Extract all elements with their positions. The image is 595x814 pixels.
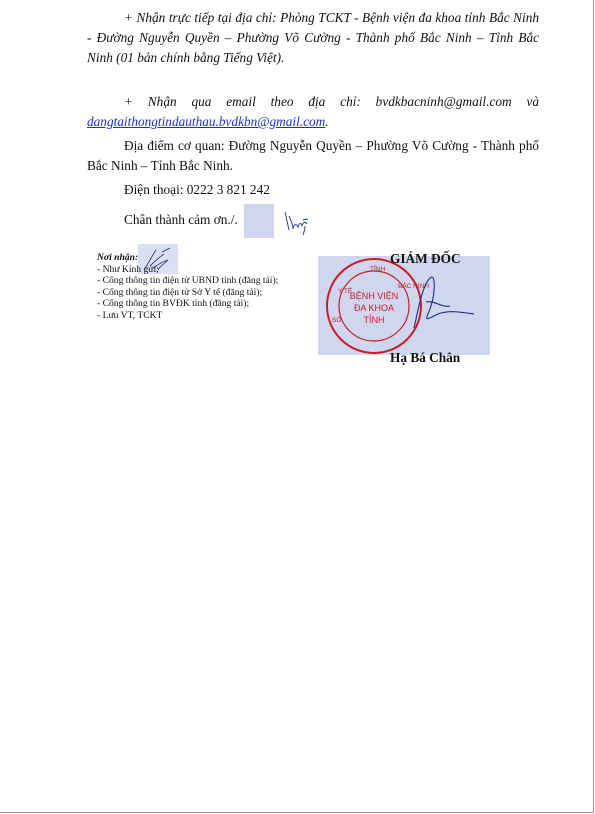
recipient-item: - Cổng thông tin điện tử UBND tỉnh (đăng tải); xyxy=(97,275,279,286)
initial-signature-icon xyxy=(244,204,274,238)
stamp-ring-left: Y TẾ xyxy=(338,288,353,295)
director-name: Hạ Bá Chân xyxy=(390,350,461,365)
stamp-center-line2: ĐA KHOA xyxy=(353,303,395,313)
receipt-email-text: + Nhận qua email theo địa chỉ: bvdkbacninh@gmail.com và xyxy=(124,94,539,109)
stamp-ring-top: TỈNH xyxy=(370,266,386,273)
recipient-item: - Cổng thông tin điện tử Sở Y tế (đăng tải); xyxy=(97,286,263,298)
stamp-ring-right: BẮC NINH xyxy=(398,283,430,290)
thanks-line: Chân thành cảm ơn./. xyxy=(87,204,539,238)
recipient-item: - Cổng thông tin BVĐK tỉnh (đăng tải); xyxy=(97,298,250,309)
phone-line: Điện thoại: 0222 3 821 242 xyxy=(124,182,270,197)
recipient-item: - Như Kính gửi; xyxy=(97,263,159,275)
email-link[interactable]: dangtaithongtindauthau.bvdkbn@gmail.com xyxy=(87,114,326,129)
office-address: Địa điểm cơ quan: Đường Nguyễn Quyền – Phường Võ Cường - Thành phố Bắc Ninh – Tỉnh Bắc Ninh. xyxy=(87,138,539,173)
official-stamp xyxy=(318,256,490,355)
stamp-center-line1: BỆNH VIỆN xyxy=(349,291,399,301)
recipients-block xyxy=(97,252,278,321)
recipient-item: - Lưu VT, TCKT xyxy=(97,309,163,321)
stamp-center-line3: TỈNH xyxy=(363,315,385,325)
receipt-direct: + Nhận trực tiếp tại địa chỉ: Phòng TCKT - Bệnh viện đa khoa tỉnh Bắc Ninh - Đường Nguyễn Quyền – Phường Võ Cường - Thành phố Bắc Ninh – Tỉnh Bắc Ninh (01 bản chính bằng Tiếng Việt). xyxy=(87,10,539,65)
receipt-email: + Nhận qua email theo địa chỉ: bvdkbacninh@gmail.com và dangtaithongtindauthau.bvdkbn@gmail.com. xyxy=(87,94,539,129)
director-title: GIÁM ĐỐC xyxy=(390,251,461,266)
stamp-ring-bottom: SỞ xyxy=(332,317,342,324)
recipients-heading: Nơi nhận: xyxy=(97,252,139,263)
